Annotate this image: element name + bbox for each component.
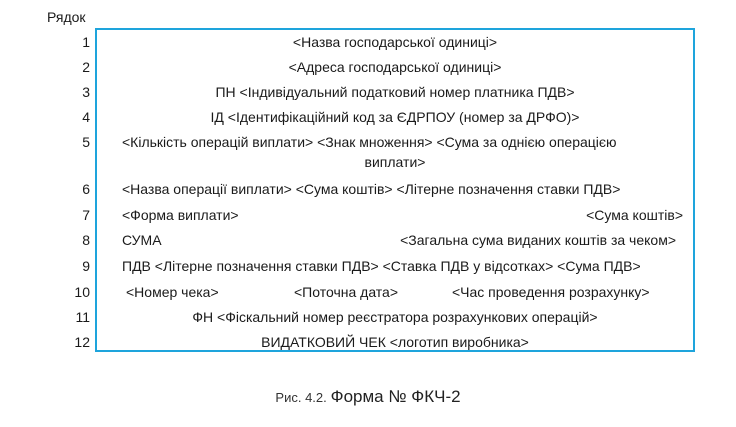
receipt-line-total-value: <Загальна сума виданих коштів за чеком> (400, 232, 676, 248)
figure-caption (0, 387, 736, 407)
row-number: 11 (75, 309, 90, 325)
row-number: 5 (82, 134, 90, 150)
receipt-line-current-date: <Поточна дата> (294, 284, 399, 300)
row-number: 8 (82, 232, 90, 248)
caption-title: Форма № ФКЧ-2 (330, 387, 461, 406)
receipt-line-id-code: ІД <Ідентифікаційний код за ЄДРПОУ (номер за ДРФО)> (210, 109, 580, 125)
row-number: 6 (82, 181, 90, 197)
receipt-line-tax-number: ПН <Індивідуальний податковий номер платника ПДВ> (215, 84, 575, 100)
row-number: 2 (82, 59, 90, 75)
receipt-line-payment-amount: <Сума коштів> (586, 207, 683, 223)
caption-prefix: Рис. 4.2. (275, 390, 327, 405)
receipt-line-business-name: <Назва господарської одиниці> (292, 34, 498, 50)
receipt-line-quantity-cont: виплати> (364, 154, 426, 170)
receipt-line-time: <Час проведення розрахунку> (452, 284, 650, 300)
row-number: 1 (82, 34, 90, 50)
receipt-line-vat: ПДВ <Літерне позначення ставки ПДВ> <Ставка ПДВ у відсотках> <Сума ПДВ> (122, 258, 641, 274)
row-number: 12 (74, 334, 90, 350)
receipt-line-total-label: СУМА (122, 232, 162, 248)
receipt-line-operation: <Назва операції виплати> <Сума коштів> <Літерне позначення ставки ПДВ> (122, 181, 621, 197)
row-number: 3 (82, 84, 90, 100)
receipt-line-payment-form: <Форма виплати> (122, 207, 239, 223)
row-number: 9 (82, 258, 90, 274)
row-number: 7 (82, 207, 90, 223)
receipt-line-receipt-type: ВИДАТКОВИЙ ЧЕК <логотип виробника> (261, 334, 529, 350)
receipt-line-fiscal-number: ФН <Фіскальний номер реєстратора розрахункових операцій> (192, 309, 598, 325)
receipt-line-check-number: <Номер чека> (126, 284, 219, 300)
receipt-line-quantity: <Кількість операцій виплати> <Знак множення> <Сума за однією операцією (122, 134, 617, 150)
row-header: Рядок (47, 9, 86, 25)
receipt-line-business-address: <Адреса господарської одиниці> (288, 59, 502, 75)
row-number: 4 (82, 109, 90, 125)
row-number: 10 (74, 284, 90, 300)
